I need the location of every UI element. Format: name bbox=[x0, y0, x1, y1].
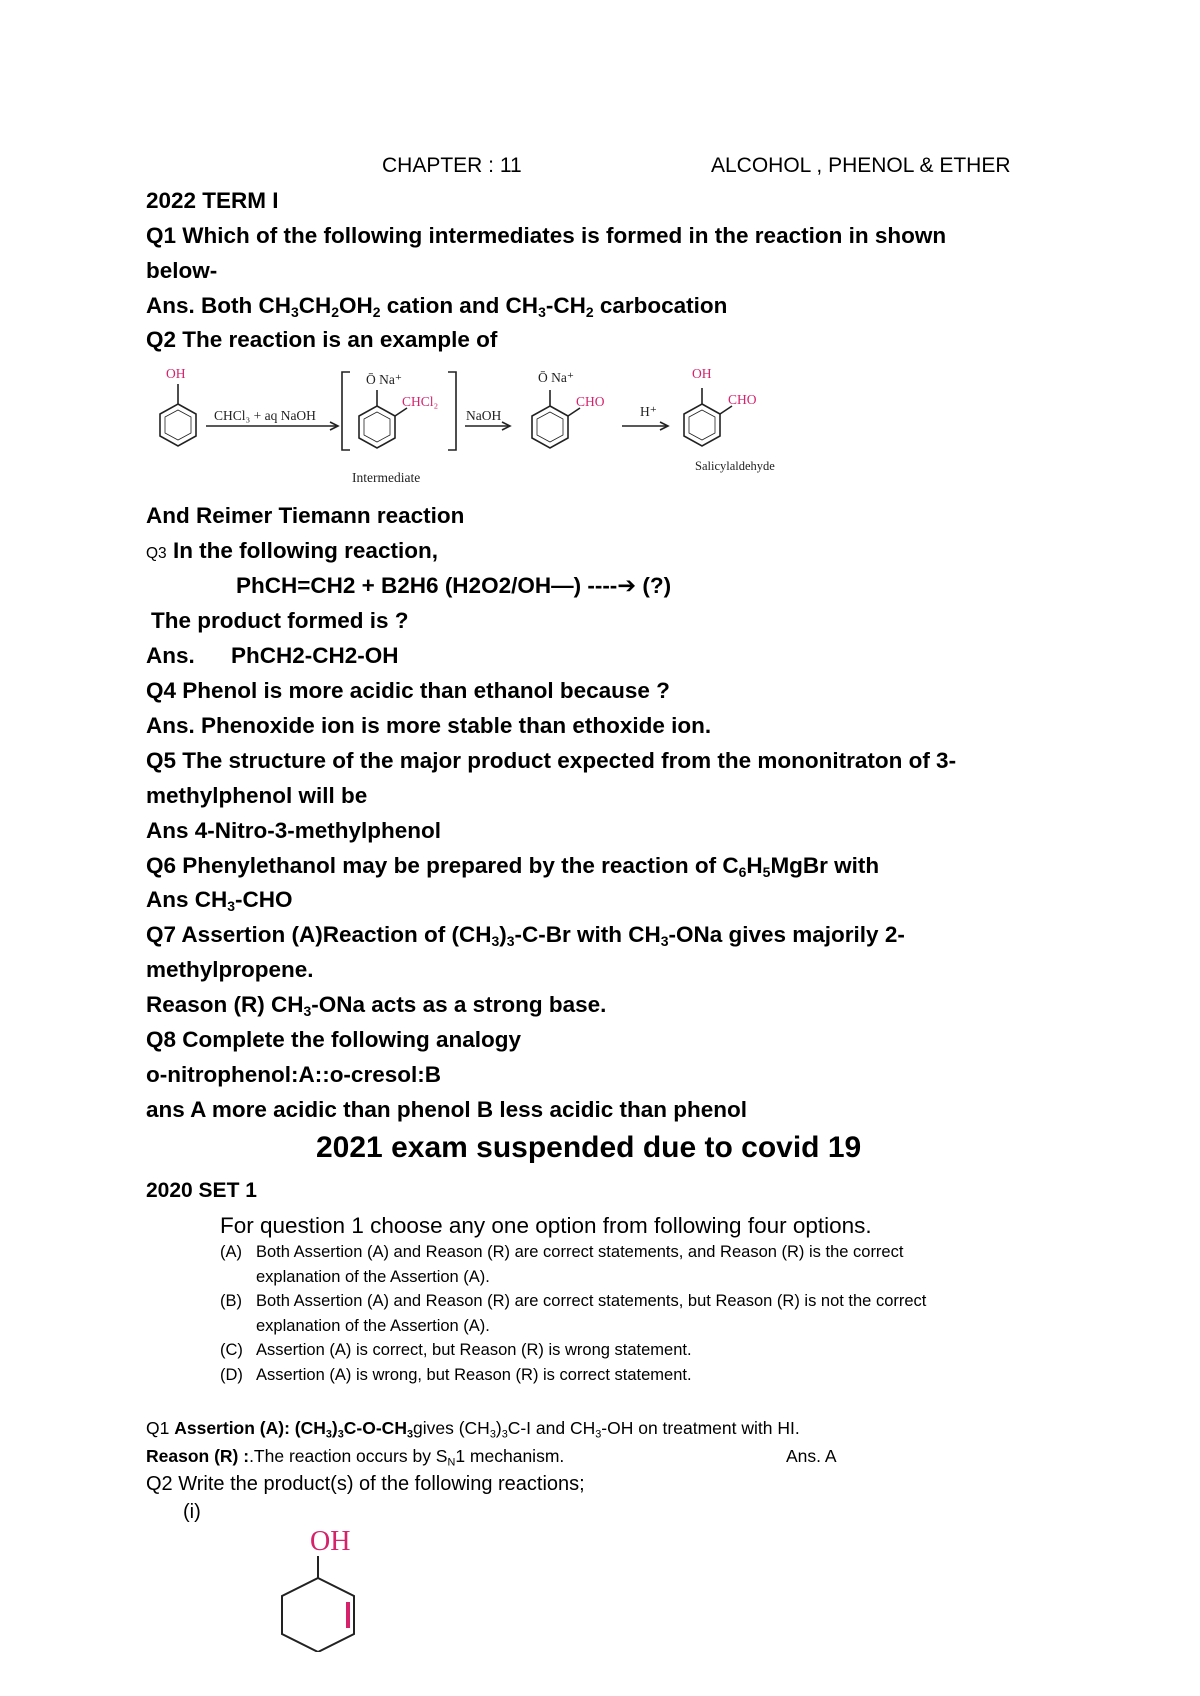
q6-answer: Ans $CH_3$-CHO bbox=[146, 887, 293, 915]
set-q2-part-label: (i) bbox=[183, 1501, 201, 1523]
term-heading: 2022 TERM I bbox=[146, 188, 279, 213]
q2-text: Q2 The reaction is an example of bbox=[146, 327, 498, 352]
q2-answer: And Reimer Tiemann reaction bbox=[146, 503, 465, 528]
q3-equation: PhCH=CH2 + B2H6 (H2O2/OH—) ----➔ (?) bbox=[236, 573, 672, 598]
q8-analogy: o-nitrophenol:A::o-cresol:B bbox=[146, 1062, 441, 1087]
cyclohexanol-oh-label: OH bbox=[310, 1526, 351, 1557]
q8-answer: ans A more acidic than phenol B less acidic than phenol bbox=[146, 1097, 747, 1122]
scheme-phenoxide-label: Ō Na⁺ bbox=[366, 372, 402, 387]
q1-text: Q1 Which of the following intermediates is formed in the reaction in shown bbox=[146, 223, 947, 248]
scheme-cho-label: CHO bbox=[576, 394, 605, 409]
scheme-oh-label: OH bbox=[166, 366, 186, 381]
right-bracket bbox=[448, 372, 456, 450]
cyclohexanol-structure bbox=[270, 1522, 390, 1652]
q7-reason: Reason (R) $CH_3$-ONa acts as a strong base. bbox=[146, 992, 607, 1020]
chapter-title: ALCOHOL , PHENOL & ETHER bbox=[711, 154, 1011, 177]
cyclohexane-ring bbox=[282, 1578, 354, 1652]
scheme-reagent-label: CHCl₃ + aq NaOH bbox=[214, 408, 316, 423]
q7-assertion: Q7 Assertion (A)Reaction of $(CH_3)_3-C-Br$ with $CH_3$-ONa gives majorily 2- bbox=[146, 922, 905, 950]
set-q2-text: Q2 Write the product(s) of the following reactions; bbox=[146, 1473, 585, 1495]
chapter-number: CHAPTER : 11 bbox=[382, 154, 522, 177]
q7-assertion-cont: methylpropene. bbox=[146, 957, 314, 982]
q4-text: Q4 Phenol is more acidic than ethanol because ? bbox=[146, 678, 670, 703]
covid-heading: 2021 exam suspended due to covid 19 bbox=[316, 1131, 862, 1164]
q6-text: Q6 Phenylethanol may be prepared by the reaction of $C_6H_5MgBr$ with bbox=[146, 853, 880, 881]
q3-answer-label: Ans. bbox=[146, 643, 195, 668]
instruction-text: For question 1 choose any one option from following four options. bbox=[220, 1213, 872, 1238]
set-q1-answer: Ans. A bbox=[786, 1446, 837, 1466]
q1-text-cont: below- bbox=[146, 258, 218, 283]
q8-text: Q8 Complete the following analogy bbox=[146, 1027, 522, 1052]
scheme-intermediate-label: Intermediate bbox=[352, 470, 421, 485]
scheme-phenoxide-label-2: Ō Na⁺ bbox=[538, 370, 574, 385]
scheme-acid-label: H⁺ bbox=[640, 404, 657, 419]
scheme-chcl2-label: CHCl₂ bbox=[402, 394, 439, 409]
set-heading: 2020 SET 1 bbox=[146, 1179, 257, 1202]
left-bracket bbox=[342, 372, 350, 450]
reimer-tiemann-scheme bbox=[140, 360, 840, 495]
q5-answer: Ans 4-Nitro-3-methylphenol bbox=[146, 818, 442, 843]
scheme-oh-label-2: OH bbox=[692, 366, 712, 381]
q4-answer: Ans. Phenoxide ion is more stable than ethoxide ion. bbox=[146, 713, 712, 738]
scheme-naoh-label: NaOH bbox=[466, 408, 502, 423]
scheme-product-label: Salicylaldehyde bbox=[695, 459, 775, 473]
q1-answer: Ans. Both $CH_3CH_2OH_2$ cation and $CH_3-CH_2$ carbocation bbox=[146, 293, 728, 321]
q3-answer: PhCH2-CH2-OH bbox=[231, 643, 399, 668]
q5-text-cont: methylphenol will be bbox=[146, 783, 368, 808]
q3-question: The product formed is ? bbox=[151, 608, 409, 633]
document-page: CHAPTER : 11 ALCOHOL , PHENOL & ETHER 2022 TERM I Q1 Which of the following intermediates is formed in the reaction in shown below- Ans. Both $CH_3CH_2OH_2$ cation and $CH_3-CH_2$ carbocation Q2 The reaction is an example of OH CHCl₃ + aq NaOH Ō Na⁺ CHCl₂ NaOH Ō Na⁺ CHO H⁺ OH CHO Intermediate Salicylaldehyde And Reimer Tiemann reaction Q3 In the following reaction, PhCH=CH2 + B2H6 (H2O2/OH—) ----➔ (?) The product formed is ? Ans. PhCH2-CH2-OH Q4 Phenol is more acidic than ethanol because ? Ans. Phenoxide ion is more stable than ethoxide ion. Q5 The structure of the major product expected from the mononitraton of 3- methylphenol will be Ans 4-Nitro-3-methylphenol Q6 Phenylethanol may be prepared by the reaction of $C_6H_5MgBr$ with Ans $CH_3$-CHO Q7 Assertion (A)Reaction of $(CH_3)_3-C-Br$ with $CH_3$-ONa gives majorily 2- methylpropene. Reason (R) $CH_3$-ONa acts as a strong base. Q8 Complete the following analogy o-nitrophenol:A::o-cresol:B ans A more acidic than phenol B less acidic than phenol 2021 exam suspended due to covid 19 2020 SET 1 For question 1 choose any one option from following four options. (A) Both Assertion (A) and Reason (R) are correct statements, and Reason (R) is the correct explanation of the Assertion (A). (B) Both Assertion (A) and Reason (R) are correct statements, but Reason (R) is not the correct explanation of the Assertion (A). (C) Assertion (A) is correct, but Reason (R) is wrong statement. (D) Assertion (A) is wrong, but Reason (R) is correct statement. Q1 Assertion (A): $(CH_3)_3C-O-CH_3gives$ $(CH_3)_3C-I$ and $CH_3-OH$ on treatment with HI. Reason (R) :.The reaction occurs by $S_N1$ mechanism. Ans. A Q2 Write the product(s) of the following reactions; (i) OH bbox=[0, 0, 1200, 1696]
q5-text: Q5 The structure of the major product expected from the mononitraton of 3- bbox=[146, 748, 957, 773]
scheme-cho-label-2: CHO bbox=[728, 392, 757, 407]
q3-text: Q3 In the following reaction, bbox=[146, 538, 438, 563]
set-q1-reason: Reason (R) :.The reaction occurs by $S_N1$ mechanism. bbox=[146, 1446, 565, 1469]
set-q1-assertion: Q1 Assertion (A): $(CH_3)_3C-O-CH_3gives$ $(CH_3)_3C-I$ and $CH_3-OH$ on treatment with HI. bbox=[146, 1418, 800, 1441]
